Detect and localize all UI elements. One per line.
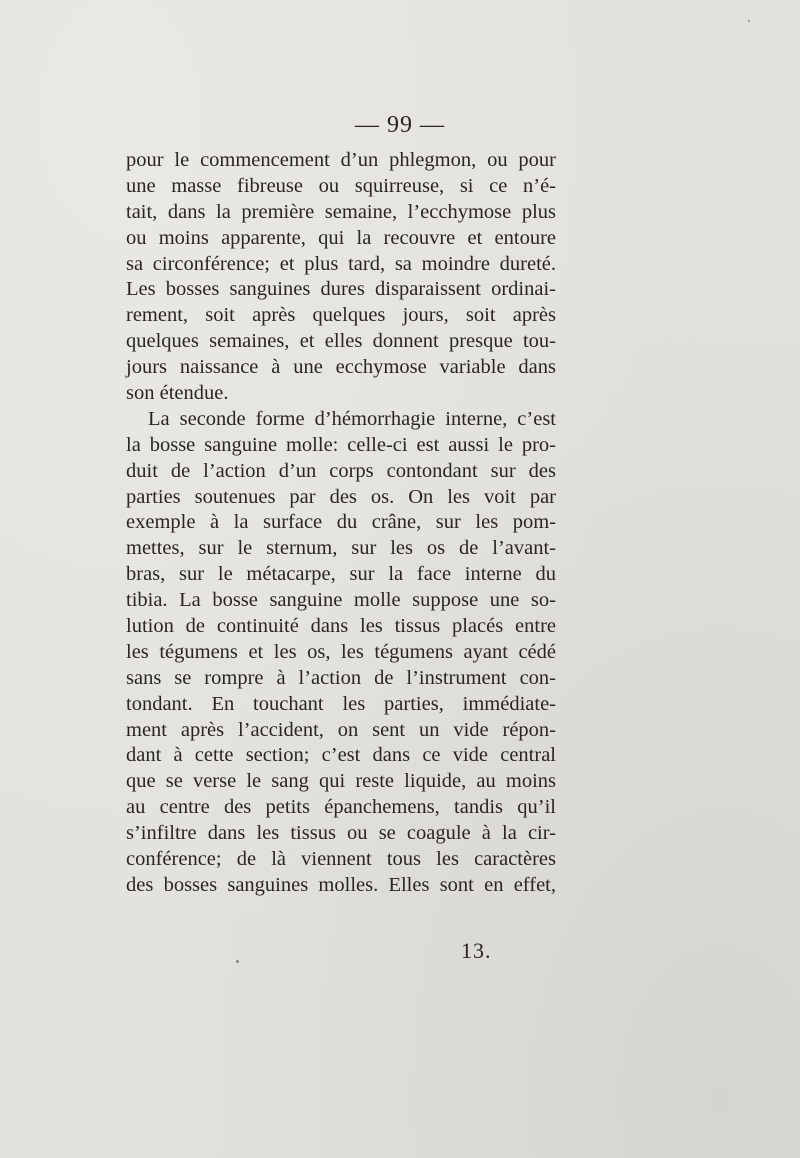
- text-line: s’infiltre dans les tissus ou se coagule à la cir-: [126, 822, 556, 845]
- text-line: tibia. La bosse sanguine molle suppose une so-: [126, 589, 556, 612]
- text-line-paragraph-end: son étendue.: [126, 382, 229, 405]
- text-line: des bosses sanguines molles. Elles sont en effet,: [126, 873, 556, 896]
- text-line: Les bosses sanguines dures disparaissent ordinai-: [126, 278, 556, 301]
- paper-speck: [748, 20, 750, 22]
- text-line: exemple à la surface du crâne, sur les pom-: [126, 511, 556, 534]
- text-line: la bosse sanguine molle: celle-ci est aussi le pro-: [126, 433, 556, 456]
- text-line: tondant. En touchant les parties, immédiate-: [126, 692, 556, 715]
- text-line: conférence; de là viennent tous les caractères: [126, 848, 556, 871]
- text-line: mettes, sur le sternum, sur les os de l’avant-: [126, 537, 556, 560]
- text-line-paragraph-start: La seconde forme d’hémorrhagie interne, c’est: [148, 407, 556, 430]
- paper-speck: [236, 960, 239, 963]
- text-line: tait, dans la première semaine, l’ecchymose plus: [126, 200, 556, 223]
- text-line: bras, sur le métacarpe, sur la face interne du: [126, 563, 556, 586]
- text-line: lution de continuité dans les tissus placés entre: [126, 615, 556, 638]
- body-text: [126, 148, 556, 899]
- text-line: que se verse le sang qui reste liquide, au moins: [126, 770, 556, 793]
- text-line: dant à cette section; c’est dans ce vide central: [126, 744, 556, 767]
- text-line: pour le commencement d’un phlegmon, ou pour: [126, 149, 556, 171]
- page-number: [0, 112, 800, 139]
- text-line: rement, soit après quelques jours, soit après: [126, 304, 556, 327]
- signature-mark: 13.: [461, 938, 492, 963]
- text-line: parties soutenues par des os. On les voit par: [126, 485, 556, 508]
- text-line: duit de l’action d’un corps contondant sur des: [126, 459, 556, 482]
- text-line: sans se rompre à l’action de l’instrument con-: [126, 666, 556, 689]
- text-line: une masse fibreuse ou squirreuse, si ce n’é-: [126, 174, 556, 197]
- text-line: au centre des petits épanchemens, tandis qu’il: [126, 796, 556, 819]
- text-line: ment après l’accident, on sent un vide répon-: [126, 718, 556, 741]
- text-line: les tégumens et les os, les tégumens ayant cédé: [126, 640, 556, 663]
- page-number-text: — 99 —: [355, 112, 445, 138]
- text-line: ou moins apparente, qui la recouvre et entoure: [126, 226, 556, 249]
- text-line: jours naissance à une ecchymose variable dans: [126, 356, 556, 379]
- text-line: sa circonférence; et plus tard, sa moindre dureté.: [126, 252, 556, 275]
- text-line: quelques semaines, et elles donnent presque tou-: [126, 330, 556, 353]
